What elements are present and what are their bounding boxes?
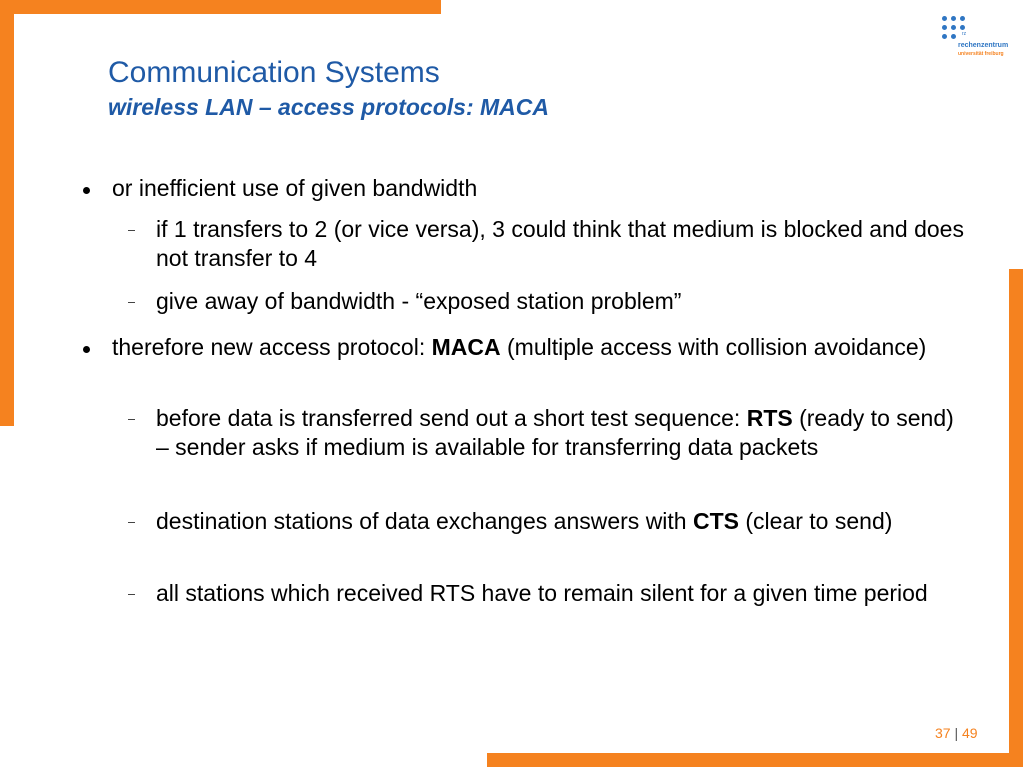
bullet-text-before: therefore new access protocol: — [112, 334, 432, 360]
sub-bullet-item — [156, 404, 968, 462]
sub-bullet-dash — [128, 419, 135, 420]
slide-subtitle: wireless LAN – access protocols: MACA — [108, 94, 549, 120]
slide-title: Communication Systems — [108, 56, 440, 89]
sub-bullet-text-before: before data is transferred send out a short test sequence: — [156, 405, 747, 431]
sub-bullet-item — [156, 215, 968, 273]
sub-bullet-text-after: (ready to send) – sender asks if medium is available for transferring data packets — [156, 405, 954, 460]
bullet-bold-term: MACA — [431, 334, 501, 360]
sub-bullet-item — [156, 287, 968, 316]
sub-bullet-text-after: (clear to send) — [739, 508, 893, 534]
sub-bullet-text-before: destination stations of data exchanges answers with — [156, 508, 693, 534]
sub-bullet-item — [156, 507, 968, 536]
logo-name: rechenzentrum — [958, 42, 1009, 49]
sub-bullet-dash — [128, 230, 135, 231]
page-number — [935, 724, 978, 742]
sub-bullet-text: if 1 transfers to 2 (or vice versa), 3 could think that medium is blocked and does not transfer to 4 — [156, 216, 964, 271]
bullet-dot — [83, 346, 90, 353]
sub-bullet-text: give away of bandwidth - “exposed station problem” — [156, 288, 682, 314]
bullet-item — [112, 333, 932, 362]
bullet-dot — [83, 187, 90, 194]
sub-bullet-dash — [128, 594, 135, 595]
bullet-text: or inefficient use of given bandwidth — [112, 175, 478, 201]
logo-institution: universität freiburg — [958, 51, 1004, 57]
sub-bullet-text: all stations which received RTS have to remain silent for a given time period — [156, 580, 928, 606]
page-separator: | — [954, 725, 959, 741]
page-current: 37 — [935, 725, 951, 741]
sub-bullet-item — [156, 579, 968, 608]
sub-bullet-bold-term: CTS — [693, 508, 739, 534]
sub-bullet-dash — [128, 522, 135, 523]
bullet-item — [112, 174, 932, 203]
sub-bullet-bold-term: RTS — [746, 405, 793, 431]
bullet-text-after: (multiple access with collision avoidance) — [500, 334, 927, 360]
sub-bullet-dash — [128, 302, 135, 303]
page-total: 49 — [962, 725, 978, 741]
logo-mark: rz — [962, 31, 967, 37]
